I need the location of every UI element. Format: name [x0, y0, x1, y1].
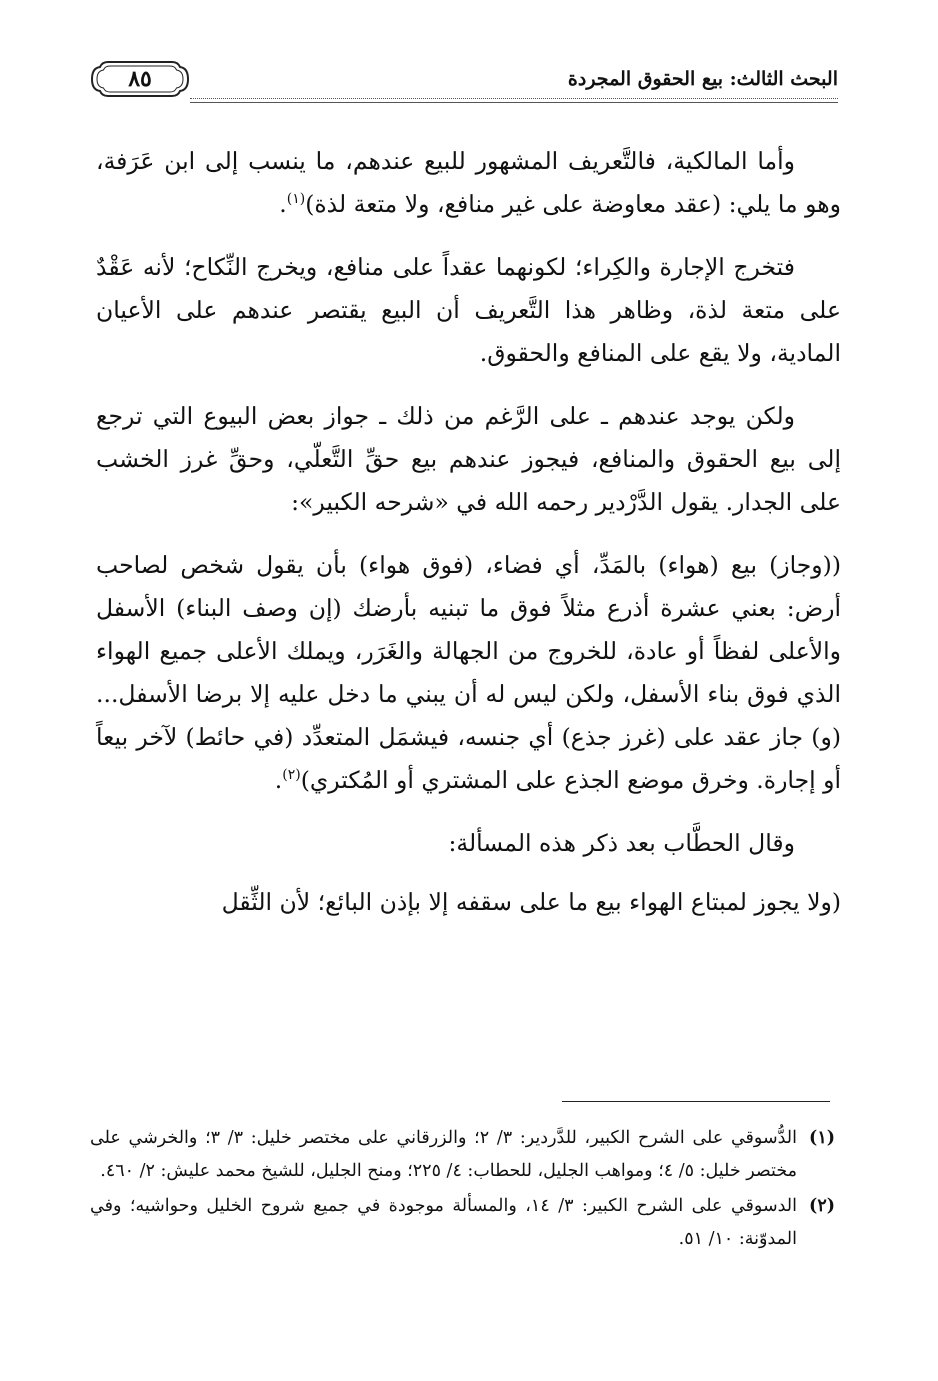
- quoted-paragraph: [96, 881, 841, 924]
- paragraph-text: وأما المالكية، فالتَّعريف المشهور للبيع عندهم، ما ينسب إلى ابن عَرَفة، وهو ما يلي: (عقد معاوضة على غير منافع، ولا متعة لذة): [96, 147, 841, 218]
- page-header: [88, 58, 838, 106]
- footnote-separator: [562, 1101, 830, 1102]
- paragraph-text: ((وجاز) بيع (هواء) بالمَدِّ، أي فضاء، (فوق هواء) بأن يقول شخص لصاحب أرض: بعني عشرة أذرع مثلاً فوق ما تبنيه بأرضك (إن وصف البناء) الأسفل والأعلى لفظاً أو عادة، للخروج من الجهالة والغَرَر، ويملك الأعلى جميع الهواء الذي فوق بناء الأسفل، ولكن ليس له أن يبني ما دخل عليه إلا برضا الأسفل... (و) جاز عقد على (غرز جذع) أي جنسه، فيشمَل المتعدِّد (في حائط) لآخر بيعاً أو إجارة. وخرق موضع الجذع على المشتري أو المُكتري): [96, 551, 842, 794]
- footnote-text: الدسوقي على الشرح الكبير: ٣/ ١٤، والمسألة موجودة في جميع شروح الخليل وحواشيه؛ وفي المدوّنة: ١٠/ ٥١.: [90, 1196, 797, 1249]
- page-number-badge: [88, 58, 192, 100]
- paragraph: [96, 822, 841, 865]
- paragraph-tail: .: [274, 766, 283, 794]
- paragraph-text: فتخرج الإجارة والكِراء؛ لكونهما عقداً على منافع، ويخرج النِّكاح؛ لأنه عَقْدٌ على متعة لذة، وظاهر هذا التَّعريف أن البيع يقتصر عندهم على الأعيان المادية، ولا يقع على المنافع والحقوق.: [96, 253, 841, 367]
- paragraph-text: (ولا يجوز لمبتاع الهواء بيع ما على سقفه إلا بإذن البائع؛ لأن الثِّقل: [221, 888, 841, 916]
- quoted-paragraph: [96, 544, 841, 802]
- footnote-text: الدُّسوقي على الشرح الكبير، للدَّردير: ٣/ ٢؛ والزرقاني على مختصر خليل: ٣/ ٣؛ والخرشي على مختصر خليل: ٥/ ٤؛ ومواهب الجليل، للحطاب: ٤/ ٢٢٥؛ ومنح الجليل، للشيخ محمد عليش: ٢/ ٤٦٠.: [90, 1128, 798, 1181]
- paragraph-text: ولكن يوجد عندهم ـ على الرَّغم من ذلك ـ جواز بعض البيوع التي ترجع إلى بيع الحقوق والمنافع، فيجوز عندهم بيع حقِّ التَّعلّي، وحقِّ غرز الخشب على الجدار. يقول الدَّرْدير رحمه الله في «شرحه الكبير»:: [96, 402, 841, 516]
- paragraph: [96, 246, 841, 375]
- footnote-number: (٢): [809, 1196, 835, 1216]
- footnote-number: (١): [809, 1128, 835, 1148]
- footnote-ref: (١): [286, 191, 306, 208]
- running-title: البحث الثالث: بيع الحقوق المجردة: [567, 68, 838, 90]
- footnote-item: [90, 1122, 835, 1188]
- paragraph: [96, 395, 841, 524]
- page-number: ٨٥: [128, 66, 152, 92]
- paragraph: [96, 140, 841, 226]
- main-text: [96, 140, 841, 944]
- paragraph-tail: .: [279, 190, 287, 218]
- footnotes: [90, 1122, 835, 1258]
- footnote-ref: (٢): [282, 767, 301, 784]
- footnote-item: [90, 1190, 835, 1256]
- paragraph-text: وقال الحطَّاب بعد ذكر هذه المسألة:: [448, 829, 795, 857]
- header-divider: [190, 98, 838, 103]
